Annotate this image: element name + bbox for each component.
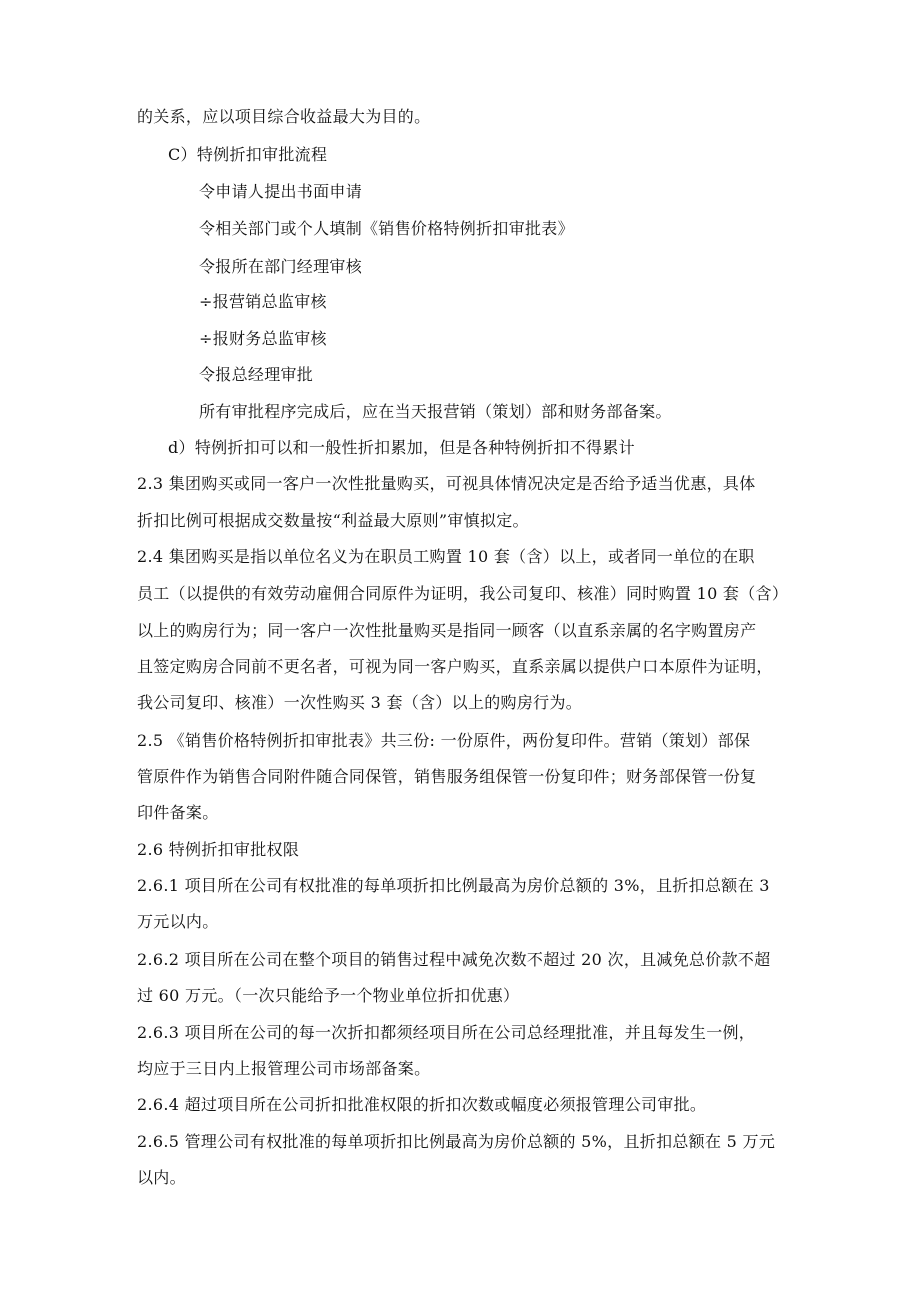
- text-line: 2.4 集团购买是指以单位名义为在职员工购置 10 套（含）以上，或者同一单位的在职: [137, 547, 755, 566]
- text-line: ÷报财务总监审核: [199, 329, 327, 348]
- text-line: 2.6 特例折扣审批权限: [137, 840, 300, 859]
- text-line: 均应于三日内上报管理公司市场部备案。: [137, 1059, 431, 1078]
- text-line: 以内。: [137, 1168, 186, 1187]
- text-line: C）特例折扣审批流程: [168, 145, 328, 164]
- text-line: 令报所在部门经理审核: [199, 257, 363, 276]
- text-line: 2.6.3 项目所在公司的每一次折扣都须经项目所在公司总经理批准，并且每发生一例，: [137, 1023, 756, 1042]
- text-line: 令申请人提出书面申请: [199, 182, 363, 201]
- text-line: 我公司复印、核准）一次性购买 3 套（含）以上的购房行为。: [137, 693, 583, 712]
- text-line: 令相关部门或个人填制《销售价格特例折扣审批表》: [199, 219, 574, 238]
- text-line: 过 60 万元。（一次只能给予一个物业单位折扣优惠）: [137, 986, 520, 1005]
- text-line: 2.6.4 超过项目所在公司折扣批准权限的折扣次数或幅度必须报管理公司审批。: [137, 1095, 707, 1114]
- text-line: 以上的购房行为；同一客户一次性批量购买是指同一顾客（以直系亲属的名字购置房产: [137, 621, 757, 640]
- text-line: 2.3 集团购买或同一客户一次性批量购买，可视具体情况决定是否给予适当优惠，具体: [137, 474, 756, 493]
- text-line: 印件备案。: [137, 803, 219, 822]
- text-line: 的关系，应以项目综合收益最大为目的。: [137, 107, 431, 126]
- text-line: d）特例折扣可以和一般性折扣累加，但是各种特例折扣不得累计: [168, 438, 635, 457]
- text-line: 所有审批程序完成后，应在当天报营销（策划）部和财务部备案。: [199, 402, 672, 421]
- text-line: 令报总经理审批: [199, 365, 314, 384]
- text-line: 2.6.2 项目所在公司在整个项目的销售过程中减免次数不超过 20 次，且减免总价款不超: [137, 950, 771, 969]
- text-line: 员工（以提供的有效劳动雇佣合同原件为证明，我公司复印、核准）同时购置 10 套（含）: [137, 584, 789, 603]
- text-line: 折扣比例可根据成交数量按“利益最大原则”审慎拟定。: [137, 511, 529, 530]
- text-line: 管原件作为销售合同附件随合同保管，销售服务组保管一份复印件；财务部保管一份复: [137, 767, 757, 786]
- text-line: 2.6.1 项目所在公司有权批准的每单项折扣比例最高为房价总额的 3%，且折扣总额在 3: [137, 876, 770, 895]
- text-line: ÷报营销总监审核: [199, 292, 327, 311]
- text-line: 万元以内。: [137, 912, 219, 931]
- text-line: 且签定购房合同前不更名者，可视为同一客户购买，直系亲属以提供户口本原件为证明，: [137, 657, 773, 676]
- text-line: 2.5 《销售价格特例折扣审批表》共三份: 一份原件，两份复印件。营销（策划）部保: [137, 731, 751, 750]
- text-line: 2.6.5 管理公司有权批准的每单项折扣比例最高为房价总额的 5%，且折扣总额在 5 万元: [137, 1132, 776, 1151]
